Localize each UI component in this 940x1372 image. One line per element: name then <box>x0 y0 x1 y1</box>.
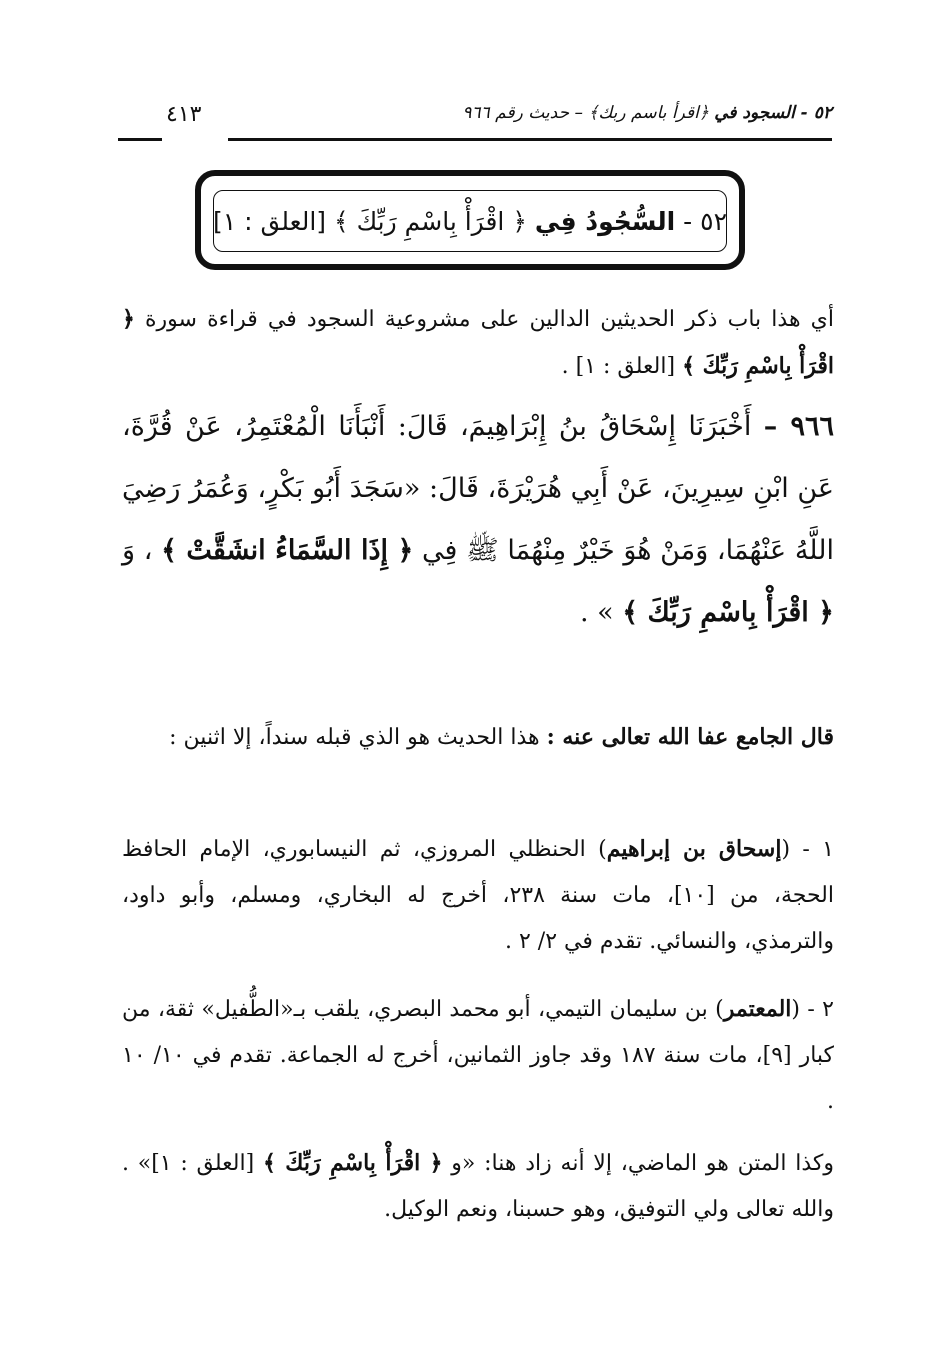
running-section-label: ٥٢ - السجود في <box>714 103 832 123</box>
intro-reference: [العلق : ١] . <box>561 354 676 379</box>
hadith-paragraph <box>122 396 834 644</box>
chapter-heading <box>213 207 727 236</box>
narrator-1-paragraph <box>122 826 834 965</box>
running-section-quote: ﴿اقرأ باسم ربك﴾ <box>588 103 709 123</box>
intro-text: أي هذا باب ذكر الحديثين الدالين على مشروعية السجود في قراءة سورة <box>145 307 835 332</box>
narrator-1-text: ) الحنظلي المروزي، ثم النيسابوري، الإمام الحافظ الحجة، من [١٠]، مات سنة ٢٣٨، أخرج له البخاري، ومسلم، وأبو داود، والترمذي، والنسائي. تقدم في ٢/ ٢ . <box>122 837 834 954</box>
narrator-2-paragraph <box>122 986 834 1125</box>
hadith-quote-1: ﴿ إِذَا السَّمَاءُ انشَقَّتْ ﴾ <box>161 535 414 566</box>
hadith-number: ٩٦٦ – <box>763 411 834 442</box>
narrator-2-text: ) بن سليمان التيمي، أبو محمد البصري، يلقب بـ«الطُّفيل» ثقة، من كبار [٩]، مات سنة ١٨٧ وقد جاوز الثمانين، أخرج له الجماعة. تقدم في ١٠/ ١٠ . <box>122 997 835 1114</box>
chapter-title: السُّجُودُ فِي <box>534 206 676 236</box>
closing-text-2: [العلق : ١]» . والله تعالى ولي التوفيق، وهو حسبنا، ونعم الوكيل. <box>122 1151 834 1222</box>
page-number: ٤١٣ <box>166 102 202 127</box>
narrator-2-prefix: ٢ - ( <box>791 997 834 1022</box>
closing-paragraph <box>122 1140 834 1233</box>
running-header <box>118 96 832 136</box>
commentary-text: هذا الحديث هو الذي قبله سنداً، إلا اثنين : <box>169 725 540 750</box>
commentary-paragraph <box>122 714 834 761</box>
commentary-lead: قال الجامع عفا الله تعالى عنه : <box>546 724 834 750</box>
running-title <box>462 102 832 123</box>
chapter-reference: [العلق : ١] <box>213 206 327 236</box>
running-hadith-ref: – حديث رقم ٩٦٦ <box>462 103 583 123</box>
narrator-1-name: إسحاق بن إبراهيم <box>606 836 782 862</box>
chapter-heading-frame <box>195 170 745 270</box>
intro-quote: ﴿ اقْرَأْ بِاسْمِ رَبِّكَ ﴾ <box>122 306 834 379</box>
chapter-heading-inner-frame <box>213 190 727 252</box>
hadith-quote-2: ﴿ اقْرَأْ بِاسْمِ رَبِّكَ ﴾ <box>622 597 834 628</box>
closing-text: وكذا المتن هو الماضي، إلا أنه زاد هنا: «و <box>451 1151 834 1176</box>
narrator-1-prefix: ١ - ( <box>781 837 834 862</box>
chapter-quote: ﴿ اقْرَأْ بِاسْمِ رَبِّكَ ﴾ <box>333 206 527 236</box>
closing-quote: ﴿ اقْرَأْ بِاسْمِ رَبِّكَ ﴾ <box>262 1150 443 1176</box>
hadith-text-3: » . <box>580 597 614 628</box>
narrator-2-name: المعتمر <box>723 996 792 1022</box>
intro-paragraph <box>122 296 834 390</box>
hadith-text-1: أَخْبَرَنَا إِسْحَاقُ بنُ إِبْرَاهِيمَ، قَالَ: أَنْبَأَنَا الْمُعْتَمِرُ، عَنْ قُرَّةَ، عَنِ ابْنِ سِيرِينَ، عَنْ أَبِي هُرَيْرَةَ، قَالَ: «سَجَدَ أَبُو بَكْرٍ، وَعُمَرُ رَضِيَ اللَّهُ عَنْهُمَا، وَمَنْ هُوَ خَيْرٌ مِنْهُمَا ﷺ فِي <box>122 411 834 566</box>
hadith-text-2: ، وَ <box>122 535 153 566</box>
chapter-number: ٥٢ - <box>683 206 727 236</box>
